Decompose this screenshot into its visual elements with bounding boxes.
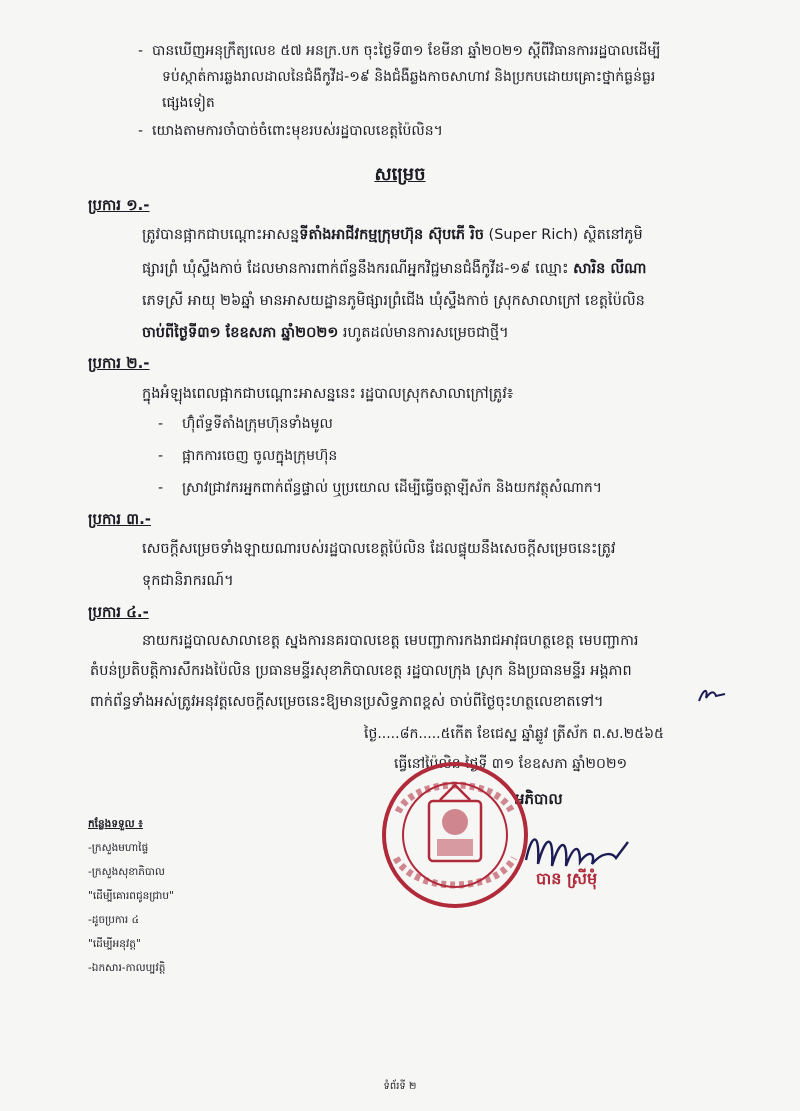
preamble-item-2: - យោងតាមការចាំបាច់ចំពោះមុខរបស់រដ្ឋបាលខេត្តប៉ៃលិន។ [138, 118, 758, 144]
article-3-line: ទុកជានិរាករណ៍។ [142, 573, 234, 589]
preamble-line: ទប់ស្កាត់ការឆ្លងរាលដាលនៃជំងឺកូវីដ-១៩ និងជំងឺឆ្លងកាចសាហាវ និងប្រកបដោយគ្រោះថ្នាក់ធ្ងន់ធ្ងរ [162, 69, 656, 85]
cc-item: "ដើម្បីគោរពជូនជ្រាប" [88, 890, 174, 902]
page-number: ទំព័រទី ២ [383, 1081, 417, 1092]
decision-title: សម្រេច [374, 164, 426, 185]
solar-date: ធ្វើនៅប៉ៃលិន ថ្ងៃទី ៣១ ខែឧសភា ឆ្នាំ២០២១ [394, 756, 628, 772]
article-2-intro: ក្នុងអំឡុងពេលផ្អាកជាបណ្តោះអាសន្ននេះ រដ្ឋបាលស្រុកសាលាក្រៅត្រូវ៖ [142, 386, 514, 402]
article-1-line: ចាប់ពីថ្ងៃទី៣១ ខែឧសភា ឆ្នាំ២០២១ រហូតដល់មានការសម្រេចជាថ្មី។ [142, 325, 509, 341]
preamble-line: បានឃើញអនុក្រឹត្យលេខ ៥៧ អនក្រ.បក ចុះថ្ងៃទី៣១ ខែមីនា ឆ្នាំ២០២១ ស្តីពីវិធានការរដ្ឋបាលដើម្បី [152, 43, 661, 59]
article-2-item: - ស្រាវជ្រាវករអ្នកពាក់ព័ន្ធផ្ទាល់ ឬប្រយោល ដើម្បីធ្វើចត្តាឡីស័ក និងយកវត្ថុសំណាក។ [158, 480, 603, 496]
cc-heading: កន្លែងទទួល ៖ [88, 818, 143, 830]
cc-item: -ឯកសារ-កាលប្បវត្តិ [88, 962, 166, 974]
article-1-heading: ប្រការ ១.- [88, 196, 150, 214]
article-2-item: - ហ៊ុំព័ទ្ធទីតាំងក្រុមហ៊ុនទាំងមូល [158, 416, 333, 432]
article-4-line: តំបន់ប្រតិបត្តិការសឹករងប៉ៃលិន ប្រធានមន្ទីរសុខាភិបាលខេត្ត រដ្ឋបាលក្រុង ស្រុក និងប្រធានមន្ទីរ អង្គភាព [90, 663, 632, 679]
lunar-date: ថ្ងៃ.....៨ក.....៥កើត ខែជេស្ឋ ឆ្នាំឆ្លូវ ត្រីស័ក ព.ស.២៥៦៥ [364, 726, 664, 742]
preamble-item-1: - បានឃើញអនុក្រឹត្យលេខ ៥៧ អនក្រ.បក ចុះថ្ងៃទី៣១ ខែមីនា ឆ្នាំ២០២១ ស្តីពីវិធានការរដ្ឋបាលដើម្បី ទប់ស្កាត់ការឆ្លងរាលដាលនៃជំងឺកូវីដ-១៩ និងជំងឺឆ្លងកាចសាហាវ និងប្រកបដោយគ្រោះថ្នាក់ធ្ងន់ធ្ងរ ផ្សេងទៀត [138, 38, 758, 116]
article-4-line: នាយករដ្ឋបាលសាលាខេត្ត ស្នងការនគរបាលខេត្ត មេបញ្ជាការកងរាជអាវុធហត្ថខេត្ត មេបញ្ជាការ [142, 633, 639, 649]
cc-item: -ក្រសួងសុខាភិបាល [88, 866, 165, 878]
cc-item: -ដូចប្រការ ៤ [88, 914, 140, 926]
article-1-line: ភេទស្រី អាយុ ២៦ឆ្នាំ មានអាសយដ្ឋានភូមិផ្សារព្រំជើង ឃុំស្ទឹងកាច់ ស្រុកសាលាក្រៅ ខេត្តប៉ៃលិន [142, 293, 645, 309]
article-1-line: ត្រូវបានផ្អាកជាបណ្តោះអាសន្នទីតាំងអាជីវកម្មក្រុមហ៊ុន ស៊ុបភើ រិច (Super Rich) ស្ថិតនៅភូមិ [142, 227, 643, 243]
article-3-line: សេចក្តីសម្រេចទាំងឡាយណារបស់រដ្ឋបាលខេត្តប៉ៃលិន ដែលផ្ទុយនឹងសេចក្តីសម្រេចនេះត្រូវ [142, 541, 616, 557]
preamble-line: ផ្សេងទៀត [162, 95, 215, 111]
article-1-line: ផ្សារព្រំ ឃុំស្ទឹងកាច់ ដែលមានការពាក់ព័ន្ធនឹងករណីអ្នកវិជ្ជមានជំងឺកូវីដ-១៩ ឈ្មោះ សារិន លីណា [142, 261, 647, 277]
article-4-heading: ប្រការ ៤.- [88, 603, 149, 621]
article-2-item: - ផ្អាកការចេញ ចូលក្នុងក្រុមហ៊ុន [158, 448, 338, 464]
article-3-heading: ប្រការ ៣.- [88, 510, 151, 528]
article-4-line: ពាក់ព័ន្ធទាំងអស់ត្រូវអនុវត្តសេចក្តីសម្រេចនេះឱ្យមានប្រសិទ្ធភាពខ្ពស់ ចាប់ពីថ្ងៃចុះហត្ថលេខាតទៅ។ [90, 694, 604, 710]
signer-name: បាន ស្រីមុំ [536, 869, 598, 888]
preamble-line: យោងតាមការចាំបាច់ចំពោះមុខរបស់រដ្ឋបាលខេត្តប៉ៃលិន។ [152, 123, 443, 139]
cc-item: -ក្រសួងមហាផ្ទៃ [88, 842, 149, 854]
signer-title: អភិបាល [515, 790, 563, 808]
cc-item: "ដើម្បីអនុវត្ត" [88, 938, 141, 950]
cc-list [88, 812, 174, 980]
official-seal-icon [380, 760, 530, 910]
initial-mark-icon [696, 684, 728, 706]
article-2-heading: ប្រការ ២.- [88, 354, 150, 372]
